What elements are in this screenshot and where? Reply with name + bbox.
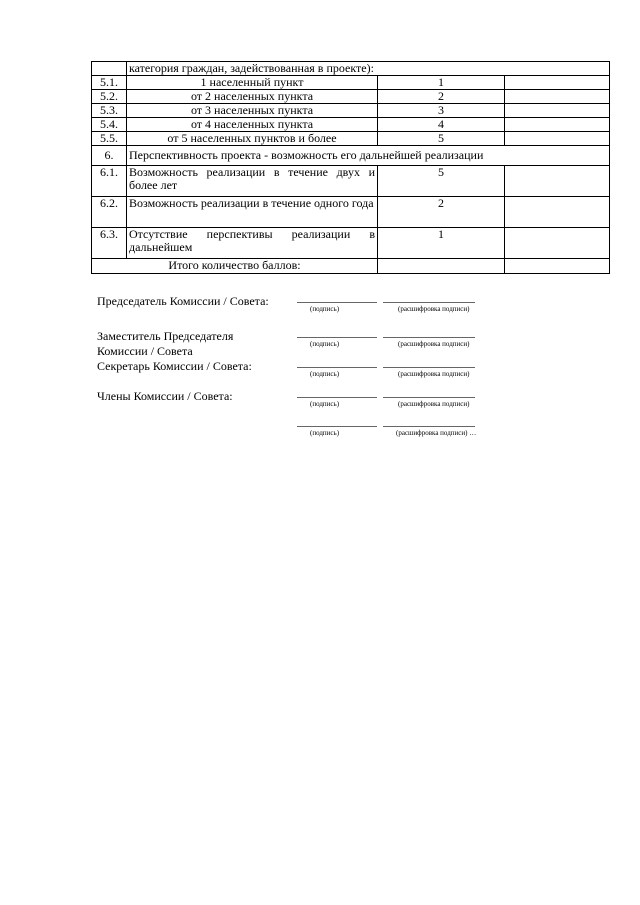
- table-row: [92, 118, 610, 132]
- table-row: [92, 62, 610, 76]
- assessment-cell: [505, 104, 610, 118]
- member1-decode-line: [383, 397, 475, 398]
- members-label: Члены Комиссии / Совета:: [97, 389, 233, 403]
- secretary-decode-caption: (расшифровка подписи): [398, 370, 470, 378]
- table-row: [92, 228, 610, 259]
- row-number: 6.3.: [92, 228, 127, 259]
- score-cell: 1: [378, 228, 505, 259]
- table-row: [92, 132, 610, 146]
- assessment-cell: [505, 166, 610, 197]
- total-assessment-cell: [505, 259, 610, 274]
- score-cell: 4: [378, 118, 505, 132]
- row-number: 5.3.: [92, 104, 127, 118]
- criterion-cell: Возможность реализации в течение двух и более лет: [127, 166, 378, 197]
- row-number: 5.1.: [92, 76, 127, 90]
- assessment-cell: [505, 197, 610, 228]
- chair-label: Председатель Комиссии / Совета:: [97, 294, 269, 308]
- assessment-cell: [505, 228, 610, 259]
- criterion-cell: от 2 населенных пункта: [127, 90, 378, 104]
- criterion-cell: от 3 населенных пункта: [127, 104, 378, 118]
- member2-sign-caption: (подпись): [310, 429, 340, 437]
- table-row: [92, 76, 610, 90]
- total-row: [92, 259, 610, 274]
- secretary-label: Секретарь Комиссии / Совета:: [97, 359, 252, 373]
- table-row: [92, 197, 610, 228]
- deputy-label-line1: Заместитель Председателя: [97, 329, 234, 343]
- table-row: [92, 166, 610, 197]
- assessment-cell: [505, 118, 610, 132]
- member2-decode-line: [383, 426, 475, 427]
- assessment-cell: [505, 132, 610, 146]
- criterion-cell: Отсутствие перспективы реализации в дальнейшем: [127, 228, 378, 259]
- row-number: 5.2.: [92, 90, 127, 104]
- secretary-signature-line: [297, 367, 377, 368]
- assessment-cell: [505, 90, 610, 104]
- criterion-cell: категория граждан, задействованная в проекте):: [127, 62, 610, 76]
- score-cell: 2: [378, 90, 505, 104]
- criterion-cell: 1 населенный пункт: [127, 76, 378, 90]
- member1-signature-line: [297, 397, 377, 398]
- section-header-row: [92, 146, 610, 166]
- deputy-decode-caption: (расшифровка подписи): [398, 340, 470, 348]
- score-cell: 2: [378, 197, 505, 228]
- assessment-cell: [505, 76, 610, 90]
- total-label: Итого количество баллов:: [92, 259, 378, 274]
- criterion-cell: от 4 населенных пункта: [127, 118, 378, 132]
- row-number: 5.5.: [92, 132, 127, 146]
- score-cell: 5: [378, 166, 505, 197]
- row-number: 6.: [92, 146, 127, 166]
- deputy-sign-caption: (подпись): [310, 340, 340, 348]
- table-row: [92, 104, 610, 118]
- row-number: 6.2.: [92, 197, 127, 228]
- member2-decode-caption: (расшифровка подписи) …: [396, 429, 477, 437]
- criterion-cell: от 5 населенных пунктов и более: [127, 132, 378, 146]
- member1-sign-caption: (подпись): [310, 400, 340, 408]
- row-number: 6.1.: [92, 166, 127, 197]
- deputy-label-line2: Комиссии / Совета: [97, 344, 193, 358]
- chair-sign-caption: (подпись): [310, 305, 340, 313]
- criteria-table: [91, 61, 610, 274]
- score-cell: 5: [378, 132, 505, 146]
- criterion-cell: Возможность реализации в течение одного года: [127, 197, 378, 228]
- deputy-signature-line: [297, 337, 377, 338]
- chair-decode-line: [383, 302, 475, 303]
- member2-signature-line: [297, 426, 377, 427]
- score-cell: 1: [378, 76, 505, 90]
- total-score-cell: [378, 259, 505, 274]
- table-row: [92, 90, 610, 104]
- row-number: 5.4.: [92, 118, 127, 132]
- section-title: Перспективность проекта - возможность его дальнейшей реализации: [127, 146, 610, 166]
- secretary-decode-line: [383, 367, 475, 368]
- chair-decode-caption: (расшифровка подписи): [398, 305, 470, 313]
- secretary-sign-caption: (подпись): [310, 370, 340, 378]
- score-cell: 3: [378, 104, 505, 118]
- deputy-decode-line: [383, 337, 475, 338]
- chair-signature-line: [297, 302, 377, 303]
- member1-decode-caption: (расшифровка подписи): [398, 400, 470, 408]
